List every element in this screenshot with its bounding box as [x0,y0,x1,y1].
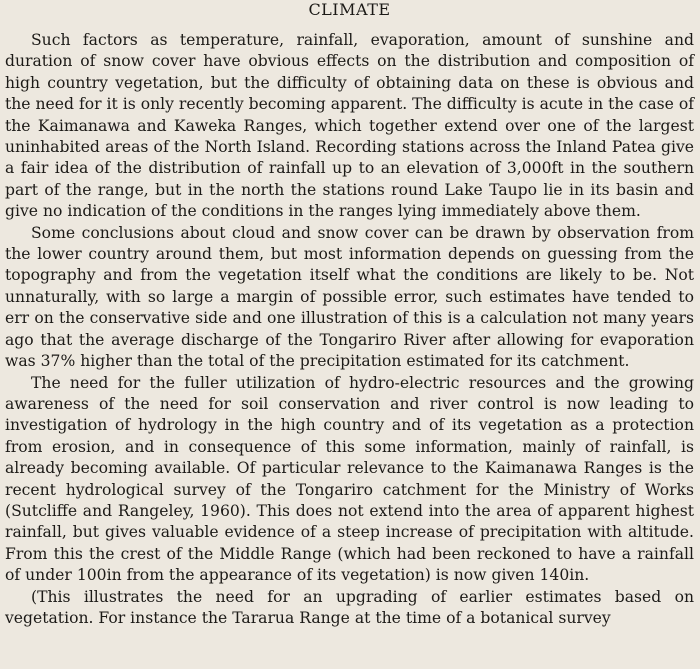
paragraph-1: Such factors as temperature, rainfall, evaporation, amount of sunshine and duration of snow cover have obvious effects on the distribution and composition of high country vegetation, but the difficulty of obtaining data on these is obvious and the need for it is only recently becoming apparent. The difficulty is acute in the case of the Kaimanawa and Kaweka Ranges, which together extend over one of the largest uninhabited areas of the North Island. Recording stations across the Inland Patea give a fair idea of the distribution of rainfall up to an elevation of 3,000ft in the southern part of the range, but in the north the stations round Lake Taupo lie in its basin and give no indication of the conditions in the ranges lying immediately above them. [5,31,694,221]
paragraph-4: (This illustrates the need for an upgrading of earlier estimates based on vegetation. For instance the Tararua Range at the time of a botanical survey [5,587,694,627]
section-heading: CLIMATE [308,0,391,19]
paragraph-3: The need for the fuller utilization of hydro-electric resources and the growing awareness of the need for soil conservation and river control is now leading to investigation of hydrology in the high country and of its vegetation as a protection from erosion, and in consequence of this some information, mainly of rainfall, is already becoming available. Of particular relevance to the Kaimanawa Ranges is the recent hydrological survey of the Tongariro catchment for the Ministry of Works (Sutcliffe and Rangeley, 1960). This does not extend into the area of apparent highest rainfall, but gives valuable evidence of a steep increase of precipitation with altitude. From this the crest of the Middle Range (which had been reckoned to have a rainfall of under 100in from the appearance of its vegetation) is now given 140in. [5,373,694,585]
paragraph-2: Some conclusions about cloud and snow cover can be drawn by observation from the lower country around them, but most information depends on guessing from the topography and from the vegetation itself what the conditions are likely to be. Not unnaturally, with so large a margin of possible error, such estimates have tended to err on the conservative side and one illustration of this is a calculation not many years ago that the average discharge of the Tongariro River after allowing for evaporation was 37% higher than the total of the precipitation estimated for its catchment. [5,223,694,371]
